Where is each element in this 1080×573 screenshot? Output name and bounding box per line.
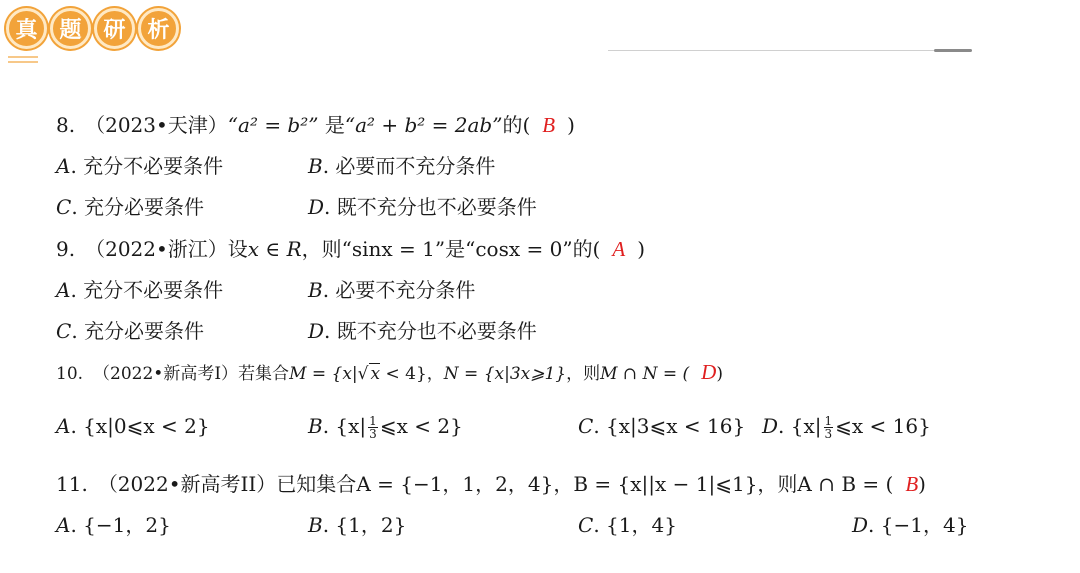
condition-b: “cosx = 0” [465,237,573,261]
option-b: B. {1，2} [308,513,407,537]
badge-char: 析 [138,8,179,49]
condition-a: “a² = b²” [227,113,319,137]
option-c: C. 充分必要条件 [56,319,205,343]
question-number: 11. [56,472,88,496]
question-source: （2023•天津） [85,113,228,137]
question-number: 10. [56,364,84,384]
option-c: C. 充分必要条件 [56,195,205,219]
answer-mark: B [542,113,556,137]
option-b: B. 必要而不充分条件 [308,154,496,178]
question-8-stem [56,113,575,137]
header-divider [608,50,934,51]
option-d: D. 既不充分也不必要条件 [308,319,537,343]
badge-char: 题 [50,8,91,49]
option-d: D. {−1，4} [852,513,969,537]
condition-b: “a² + b² = 2ab” [344,113,503,137]
section-badge [6,8,179,49]
header-divider-accent [934,49,972,52]
badge-decoration [8,56,38,66]
option-b: B. {x| $\frac{1}{3}$ ⩽x < 2} [308,414,463,441]
question-source: （2022•新高考I） [93,364,239,384]
option-c: C. {1，4} [578,513,677,537]
option-a: A. {−1，2} [56,513,171,537]
option-a: A. 充分不必要条件 [56,154,224,178]
question-source: （2022•新高考II） [97,472,277,496]
answer-mark: D [701,360,717,384]
question-11-stem: 11. （2022•新高考II）已知集合A = {−1，1，2，4}，B = {x||x − 1|⩽1}，则A ∩ B = ( B) [56,472,926,496]
option-b: B. 必要不充分条件 [308,278,476,302]
option-d: D. {x| $\frac{1}{3}$ ⩽x < 16} [762,414,931,441]
answer-mark: B [905,472,919,496]
option-c: C. {x|3⩽x < 16} [578,414,746,438]
answer-mark: A [612,237,626,261]
option-d: D. 既不充分也不必要条件 [308,195,537,219]
option-a: A. {x|0⩽x < 2} [56,414,210,438]
condition: x ∈ R [247,237,302,261]
badge-char: 真 [6,8,47,49]
question-source: （2022•浙江） [85,237,228,261]
connector: 是 [324,113,345,137]
option-a: A. 充分不必要条件 [56,278,224,302]
fraction: $\frac{1}{3}$ [824,414,833,441]
sqrt-icon: √ [357,364,369,384]
badge-char: 研 [94,8,135,49]
question-number: 9. [56,237,76,261]
question-9-stem: 9. （2022•浙江）设x ∈ R，则“sinx = 1”是“cosx = 0”的( A ) [56,237,646,261]
question-number: 8. [56,113,76,137]
condition-a: “sinx = 1” [341,237,446,261]
paren-close: ) [567,113,575,137]
question-10-stem: 10. （2022•新高考I）若集合M = {x|√ x < 4}，N = {x|3x⩾1}，则M ∩ N = ( D) [56,360,723,384]
fraction: $\frac{1}{3}$ [369,414,377,441]
question-tail: 的( [502,113,531,137]
